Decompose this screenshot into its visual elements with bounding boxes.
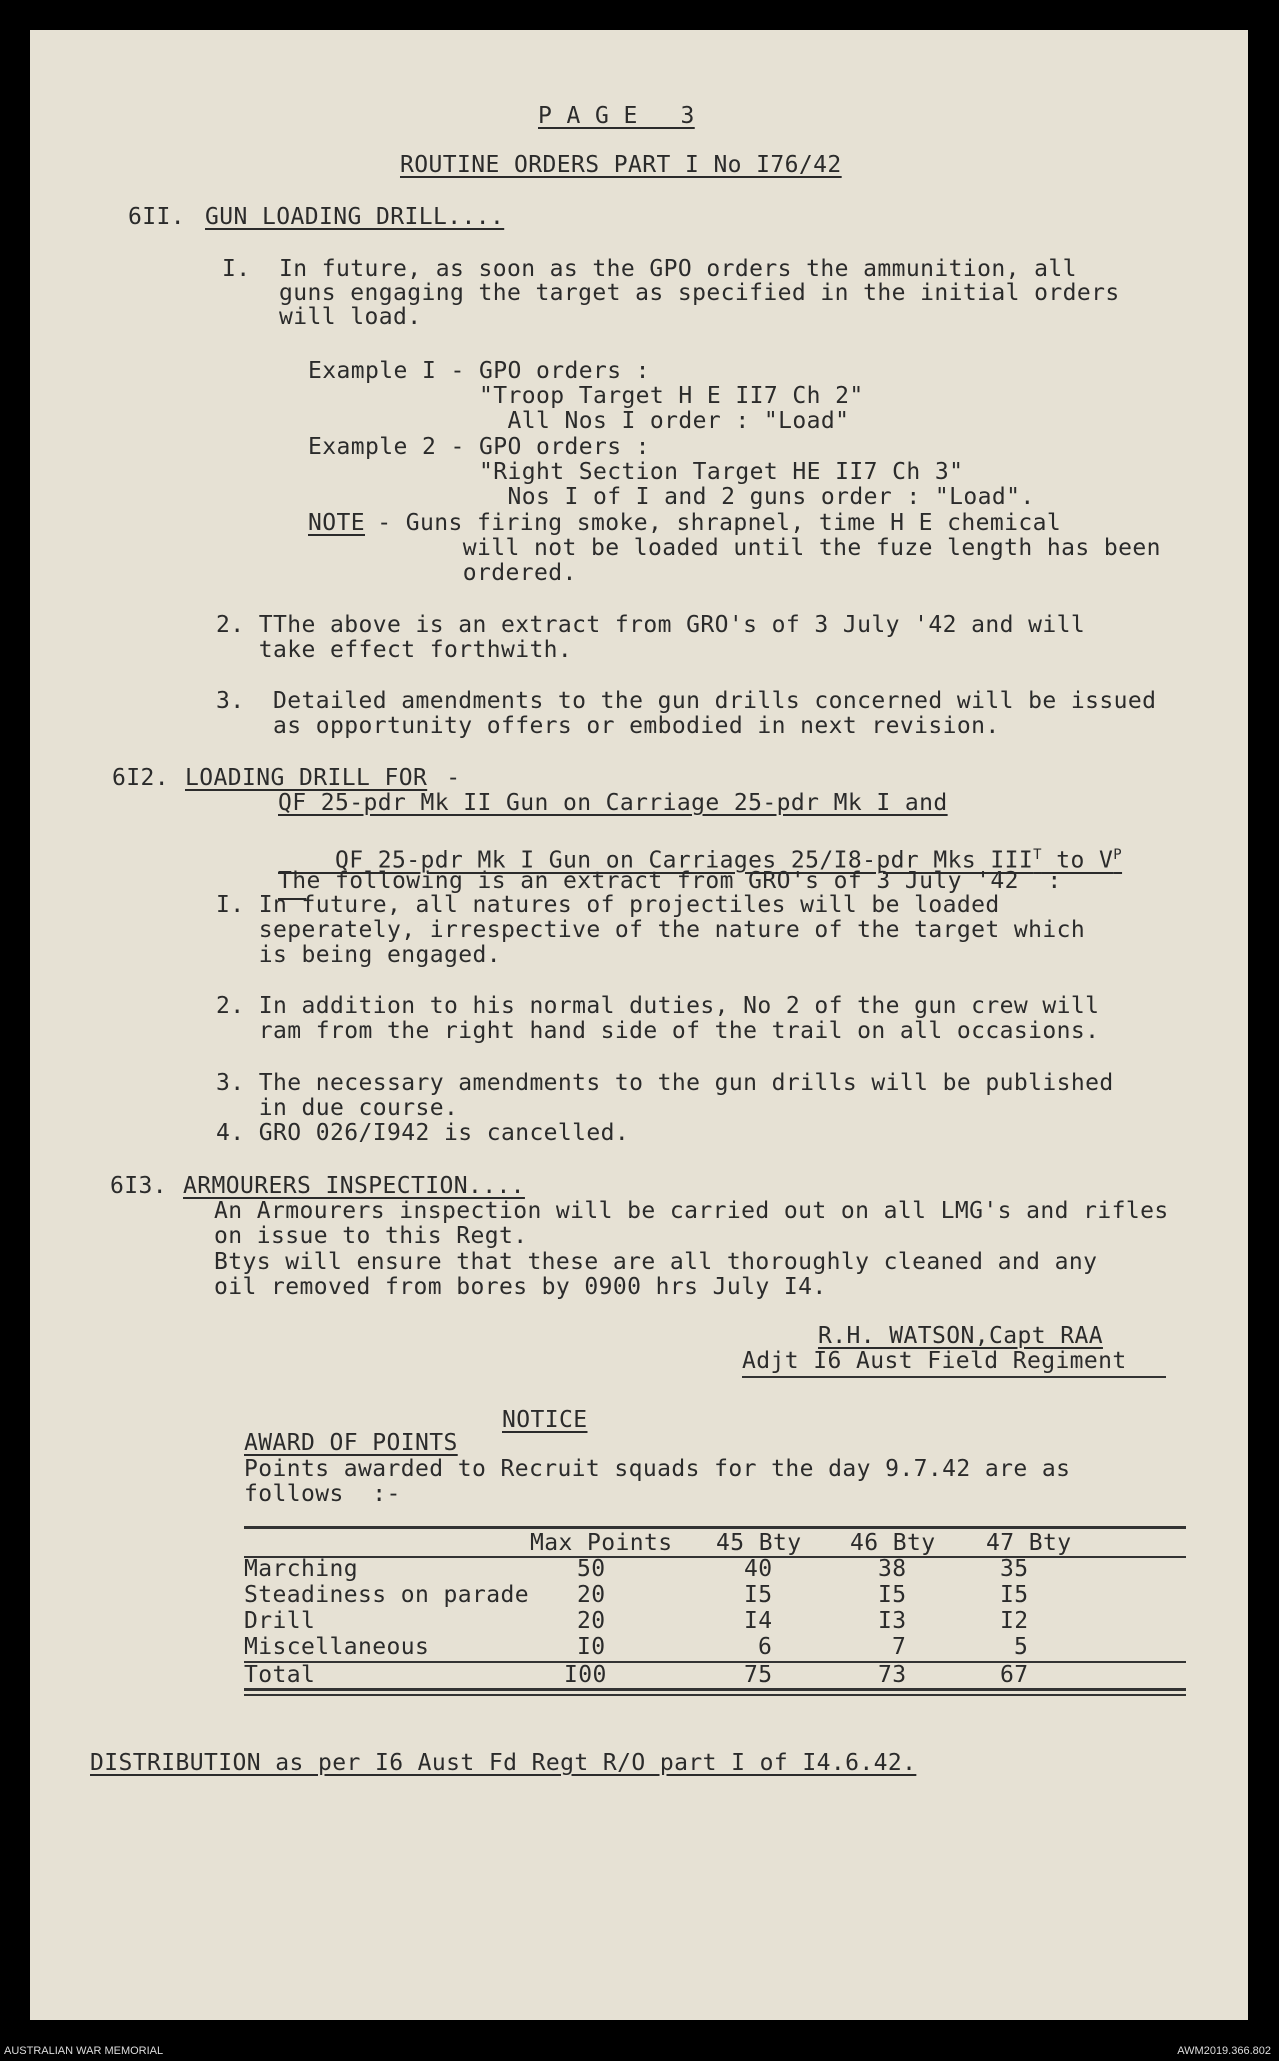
table-cell: I0 [577,1634,606,1660]
table-total-cell: 73 [878,1662,907,1688]
notice-title: NOTICE [502,1407,588,1433]
section-611-heading: GUN LOADING DRILL.... [205,204,505,230]
section-611-para-1-line: I. In future, as soon as the GPO orders the ammunition, all [222,256,1077,282]
section-612-heading: LOADING DRILL FOR [185,765,428,791]
section-612-para-3-line: 4. GRO 026/I942 is cancelled. [216,1120,630,1146]
document-title: ROUTINE ORDERS PART I No I76/42 [400,152,842,178]
table-header-cell: 45 Bty [716,1530,802,1556]
section-612-para-3-line: in due course. [216,1095,459,1121]
section-612-para-2-line: ram from the right hand side of the trail on all occasions. [216,1018,1100,1044]
section-612-para-3-line: 3. The necessary amendments to the gun drills will be published [216,1070,1114,1096]
section-612-number: 6I2. [112,765,169,791]
table-bottom-rule-2 [244,1694,1186,1696]
table-header-cell: Max Points [530,1530,673,1556]
table-cell: I3 [878,1608,907,1634]
note-line: ordered. [363,560,577,586]
table-cell: Marching [244,1556,358,1582]
notice-intro-line: Points awarded to Recruit squads for the day 9.7.42 are as [244,1456,1071,1482]
table-total-cell: Total [244,1662,316,1688]
table-cell: 7 [892,1634,907,1660]
table-cell: I5 [744,1582,773,1608]
section-611-para-3-line: as opportunity offers or embodied in next revision. [216,713,1000,739]
table-cell: I5 [878,1582,907,1608]
section-613-heading: ARMOURERS INSPECTION.... [183,1173,525,1199]
example-line: Example I - GPO orders : [308,358,650,384]
signature-name: R.H. WATSON,Capt RAA [818,1323,1103,1349]
example-line: All Nos I order : "Load" [308,408,850,434]
table-cell: 20 [577,1608,606,1634]
table-cell: Drill [244,1608,316,1634]
table-cell: I4 [744,1608,773,1634]
page-number: P A G E 3 [538,103,695,129]
section-611-para-1-line: will load. [222,304,422,330]
subject-line-text: to V [1041,847,1114,874]
section-612-intro: The following is an extract from GRO's of 3 July '42 : [278,868,1062,894]
notice-intro-line: follows :- [244,1481,401,1507]
table-cell: 20 [577,1582,606,1608]
table-cell: I2 [1000,1608,1029,1634]
note-line: will not be loaded until the fuze length has been [363,535,1161,561]
example-line: Nos I of I and 2 guns order : "Load". [308,484,1035,510]
table-total-cell: 75 [744,1662,773,1688]
section-611-para-3-line: 3. Detailed amendments to the gun drills concerned will be issued [216,688,1157,714]
table-top-rule [244,1526,1186,1529]
subject-line-text: QF 25-pdr Mk I Gun on Carriages 25/I8-pdr Mks III [335,847,1034,874]
table-cell: Miscellaneous [244,1634,430,1660]
note-line: - Guns firing smoke, shrapnel, time H E chemical [363,510,1062,536]
table-cell: 35 [1000,1556,1029,1582]
section-613-line: Btys will ensure that these are all thoroughly cleaned and any [214,1249,1098,1275]
table-cell: Steadiness on parade [244,1582,529,1608]
document-page [30,30,1248,2020]
footer-accession-number: AWM2019.366.802 [1177,2045,1271,2057]
table-cell: I5 [1000,1582,1029,1608]
superscript: P [1113,847,1123,863]
section-612-para-1-line: is being engaged. [216,942,501,968]
example-line: "Right Section Target HE II7 Ch 3" [308,459,964,485]
section-612-heading-tail: - [432,765,461,791]
footer-archive-name: AUSTRALIAN WAR MEMORIAL [4,2045,164,2057]
table-cell: 40 [744,1556,773,1582]
signature-role: Adjt I6 Aust Field Regiment [742,1348,1127,1374]
section-612-para-2-line: 2. In addition to his normal duties, No 2 of the gun crew will [216,993,1100,1019]
table-cell: 5 [1014,1634,1029,1660]
table-bottom-rule [244,1688,1186,1691]
example-line: "Troop Target H E II7 Ch 2" [308,383,864,409]
table-header-rule [244,1556,1186,1558]
table-total-cell: 67 [1000,1662,1029,1688]
note-label: NOTE [308,510,365,536]
section-612-para-1-line: I. In future, all natures of projectiles will be loaded [216,892,1000,918]
section-611-para-2-line: 2. TThe above is an extract from GRO's of 3 July '42 and will [216,612,1086,638]
table-cell: 50 [577,1556,606,1582]
signature-underline [742,1376,1166,1378]
section-613-number: 6I3. [110,1173,167,1199]
distribution-line: DISTRIBUTION as per I6 Aust Fd Regt R/O part I of I4.6.42. [90,1750,917,1776]
section-611-para-2-line: take effect forthwith. [216,637,573,663]
section-611-number: 6II. [128,204,185,230]
section-613-line: An Armourers inspection will be carried out on all LMG's and rifles [214,1198,1169,1224]
section-612-subject-line: QF 25-pdr Mk II Gun on Carriage 25-pdr Mk I and [278,790,948,816]
table-total-rule [244,1661,1186,1663]
table-cell: 38 [878,1556,907,1582]
section-611-para-1-line: guns engaging the target as specified in the initial orders [222,280,1120,306]
superscript: T [1033,847,1042,863]
table-header-cell: 46 Bty [850,1530,936,1556]
table-header-cell: 47 Bty [986,1530,1072,1556]
table-cell: 6 [758,1634,773,1660]
section-613-line: on issue to this Regt. [214,1223,528,1249]
notice-subtitle: AWARD OF POINTS [244,1430,458,1456]
table-total-cell: I00 [564,1662,607,1688]
section-613-line: oil removed from bores by 0900 hrs July I4. [214,1274,827,1300]
example-line: Example 2 - GPO orders : [308,434,650,460]
section-612-para-1-line: seperately, irrespective of the nature of the target which [216,917,1086,943]
